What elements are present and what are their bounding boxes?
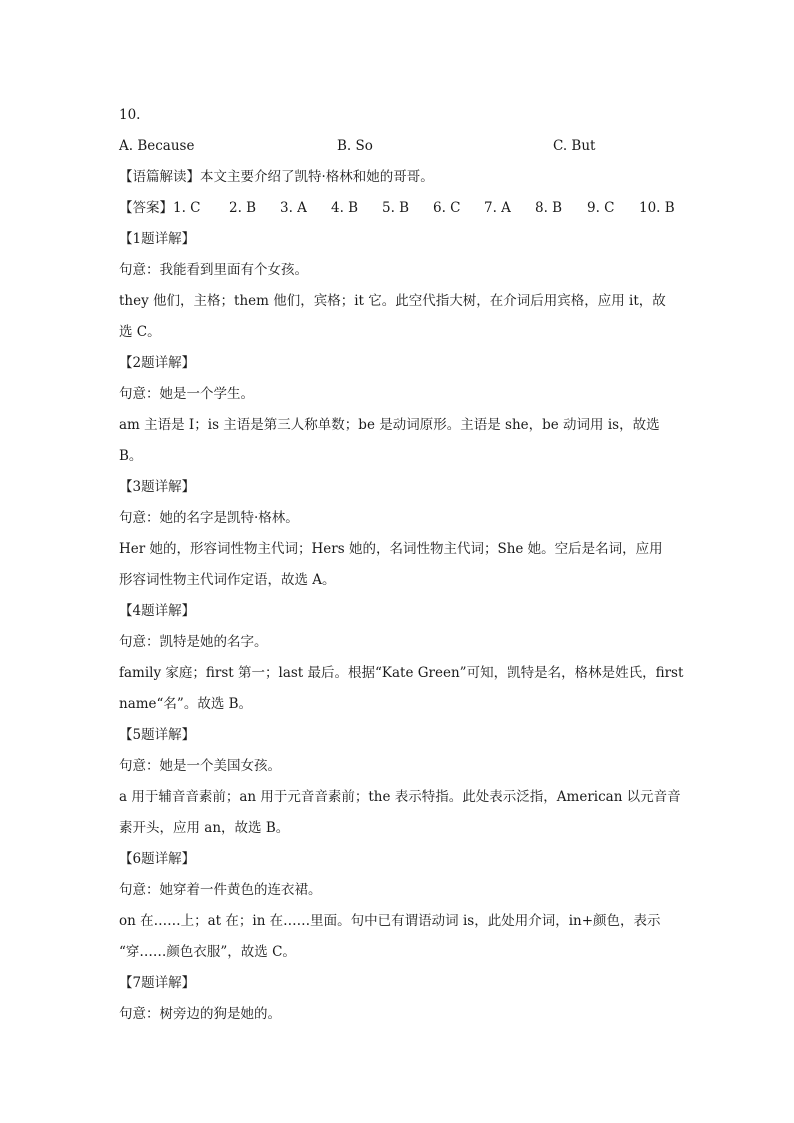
analysis-text: on 在……上；at 在；in 在……里面。句中已有谓语动词 is，此处用介词，in+颜色，表示 bbox=[119, 913, 661, 929]
answer-item: 3. A bbox=[280, 200, 307, 216]
analysis-text: a 用于辅音音素前；an 用于元音音素前；the 表示特指。此处表示泛指，American 以元音音 bbox=[119, 789, 681, 805]
explanation-header: 【2题详解】 bbox=[119, 355, 196, 371]
question-options bbox=[119, 131, 679, 162]
analysis-text: B。 bbox=[119, 448, 143, 464]
answer-item: 5. B bbox=[382, 200, 410, 216]
sentence-meaning: 句意：她是一个学生。 bbox=[119, 386, 254, 402]
document-content bbox=[119, 100, 684, 1030]
explanation-header: 【1题详解】 bbox=[119, 231, 196, 247]
answer-item: 4. B bbox=[331, 200, 359, 216]
sentence-meaning: 句意：她穿着一件黄色的连衣裙。 bbox=[119, 882, 322, 898]
analysis-text: family 家庭；first 第一；last 最后。根据“Kate Green”可知，凯特是名，格林是姓氏，first bbox=[119, 665, 684, 681]
analysis-text: “穿……颜色衣服”，故选 C。 bbox=[119, 944, 296, 960]
answer-item: 10. B bbox=[639, 200, 675, 216]
analysis-text: they 他们，主格；them 他们，宾格；it 它。此空代指大树，在介词后用宾格，应用 it，故 bbox=[119, 293, 666, 309]
answer-key bbox=[119, 193, 679, 224]
sentence-meaning: 句意：树旁边的狗是她的。 bbox=[119, 1006, 281, 1022]
question-number: 10. bbox=[119, 107, 141, 123]
answer-item: 9. C bbox=[587, 200, 615, 216]
answer-item: 6. C bbox=[433, 200, 461, 216]
sentence-meaning: 句意：她的名字是凯特·格林。 bbox=[119, 510, 299, 526]
answer-item: 8. B bbox=[535, 200, 563, 216]
sentence-meaning: 句意：凯特是她的名字。 bbox=[119, 634, 268, 650]
analysis-text: 形容词性物主代词作定语，故选 A。 bbox=[119, 572, 336, 588]
explanation-header: 【6题详解】 bbox=[119, 851, 196, 867]
passage-summary: 【语篇解读】本文主要介绍了凯特·格林和她的哥哥。 bbox=[119, 169, 434, 185]
answer-label: 【答案】1. C bbox=[119, 200, 201, 216]
analysis-text: Her 她的，形容词性物主代词；Hers 她的，名词性物主代词；She 她。空后是名词，应用 bbox=[119, 541, 663, 557]
option-a: A. Because bbox=[119, 138, 195, 154]
analysis-text: 素开头，应用 an，故选 B。 bbox=[119, 820, 290, 836]
explanation-header: 【3题详解】 bbox=[119, 479, 196, 495]
answer-item: 7. A bbox=[484, 200, 511, 216]
explanation-header: 【7题详解】 bbox=[119, 975, 196, 991]
option-b: B. So bbox=[337, 138, 373, 154]
sentence-meaning: 句意：我能看到里面有个女孩。 bbox=[119, 262, 308, 278]
analysis-text: 选 C。 bbox=[119, 324, 161, 340]
analysis-text: am 主语是 I；is 主语是第三人称单数；be 是动词原形。主语是 she，be 动词用 is，故选 bbox=[119, 417, 660, 433]
explanation-header: 【5题详解】 bbox=[119, 727, 196, 743]
sentence-meaning: 句意：她是一个美国女孩。 bbox=[119, 758, 281, 774]
analysis-text: name“名”。故选 B。 bbox=[119, 696, 253, 712]
answer-item: 2. B bbox=[229, 200, 257, 216]
option-c: C. But bbox=[553, 138, 596, 154]
explanation-header: 【4题详解】 bbox=[119, 603, 196, 619]
